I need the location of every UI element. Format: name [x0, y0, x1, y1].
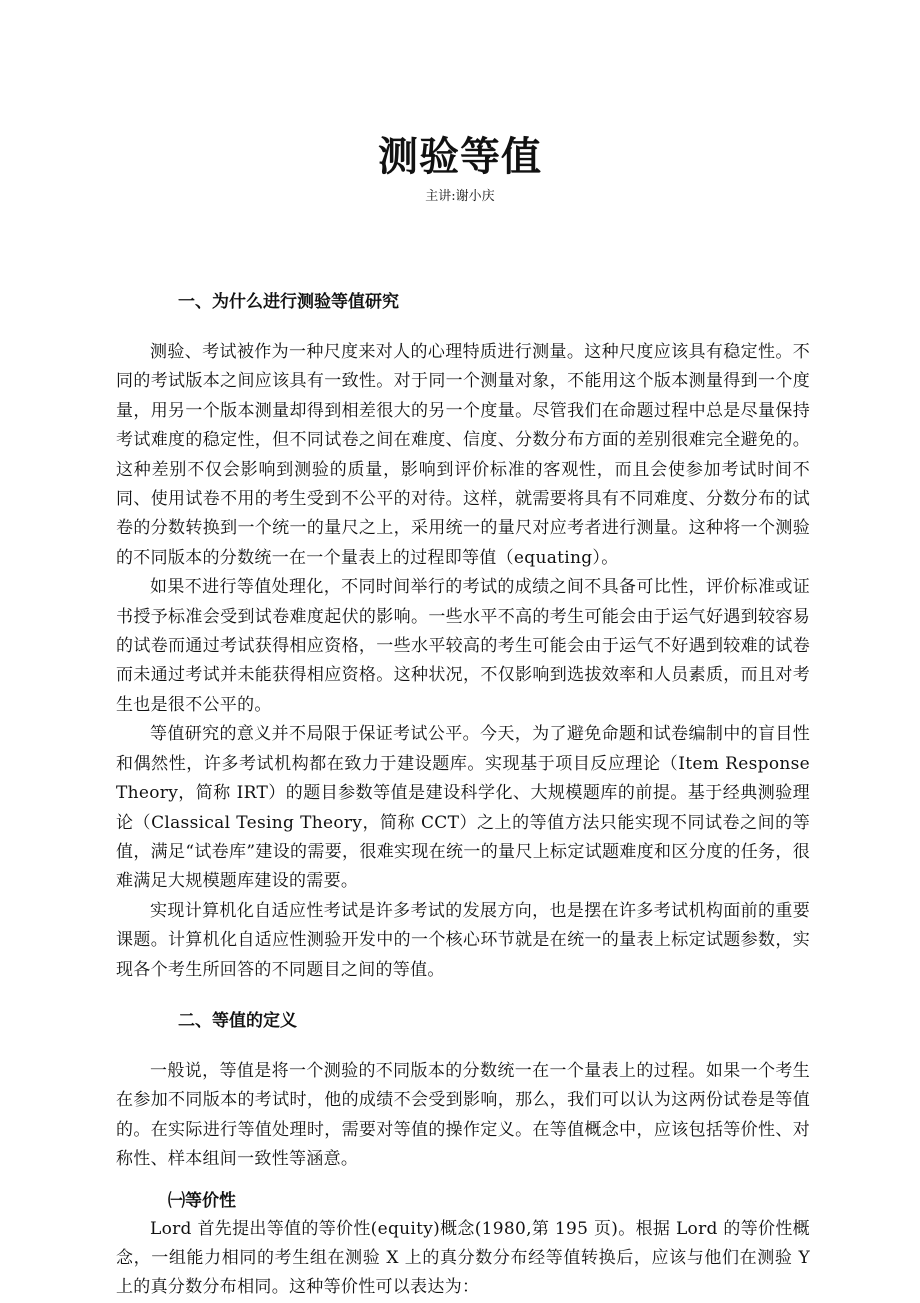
section-1-paragraph-4: 实现计算机化自适应性考试是许多考试的发展方向，也是摆在许多考试机构面前的重要课题。计算机化自适应性测验开发中的一个核心环节就是在统一的量表上标定试题参数，实现各个考生所回答的不同题目之间的等值。	[116, 900, 810, 980]
spacer	[116, 316, 810, 338]
spacer	[116, 1175, 810, 1187]
document-author: 主讲:谢小庆	[425, 189, 495, 204]
section-1-paragraph-3: 等值研究的意义并不局限于保证考试公平。今天，为了避免命题和试卷编制中的盲目性和偶然性，许多考试机构都在致力于建设题库。实现基于项目反应理论（Item Response Theory，简称 IRT）的题目参数等值是建设科学化、大规模题库的前提。基于经典测验理论（Classical Tesing Theory，简称 CCT）之上的等值方法只能实现不同试卷之间的等值，满足“试卷库”建设的需要，很难实现在统一的量尺上标定试题难度和区分度的任务，很难满足大规模题库建设的需要。	[116, 724, 810, 892]
section-1-heading: 一、为什么进行测验等值研究	[178, 292, 399, 312]
section-2-paragraph-1: 一般说，等值是将一个测验的不同版本的分数统一在一个量表上的过程。如果一个考生在参加不同版本的考试时，他的成绩不会受到影响，那么，我们可以认为这两份试卷是等值的。在实际进行等值处理时，需要对等值的操作定义。在等值概念中，应该包括等价性、对称性、样本组间一致性等涵意。	[116, 1060, 810, 1170]
subsection-equity-heading: ㈠等价性	[168, 1190, 236, 1211]
section-1-paragraph-2: 如果不进行等值处理化，不同时间举行的考试的成绩之间不具备可比性，评价标准或证书授予标准会受到试卷难度起伏的影响。一些水平不高的考生可能会由于运气好遇到较容易的试卷而通过考试获得相应资格，一些水平较高的考生可能会由于运气不好遇到较难的试卷而未通过考试并未能获得相应资格。这种状况，不仅影响到选拔效率和人员素质，而且对考生也是很不公平的。	[116, 577, 810, 715]
section-2-heading: 二、等值的定义	[178, 1010, 297, 1031]
spacer	[116, 1035, 810, 1057]
spacer	[116, 985, 810, 1007]
document-title: 测验等值	[378, 134, 542, 180]
subsection-equity-paragraph-1: Lord 首先提出等值的等价性(equity)概念(1980,第 195 页)。根据 Lord 的等价性概念，一组能力相同的考生组在测验 X 上的真分数分布经等值转换后，应该与他们在测验 Y 上的真分数分布相同。这种等价性可以表达为：	[116, 1218, 810, 1298]
document-body	[116, 288, 810, 1303]
section-1-paragraph-1: 测验、考试被作为一种尺度来对人的心理特质进行测量。这种尺度应该具有稳定性。不同的考试版本之间应该具有一致性。对于同一个测量对象，不能用这个版本测量得到一个度量，用另一个版本测量却得到相差很大的另一个度量。尽管我们在命题过程中总是尽量保持考试难度的稳定性，但不同试卷之间在难度、信度、分数分布方面的差别很难完全避免的。这种差别不仅会影响到测验的质量，影响到评价标准的客观性，而且会使参加考试时间不同、使用试卷不用的考生受到不公平的对待。这样，就需要将具有不同难度、分数分布的试卷的分数转换到一个统一的量尺之上，采用统一的量尺对应考者进行测量。这种将一个测验的不同版本的分数统一在一个量表上的过程即等值（equating）。	[116, 342, 810, 568]
